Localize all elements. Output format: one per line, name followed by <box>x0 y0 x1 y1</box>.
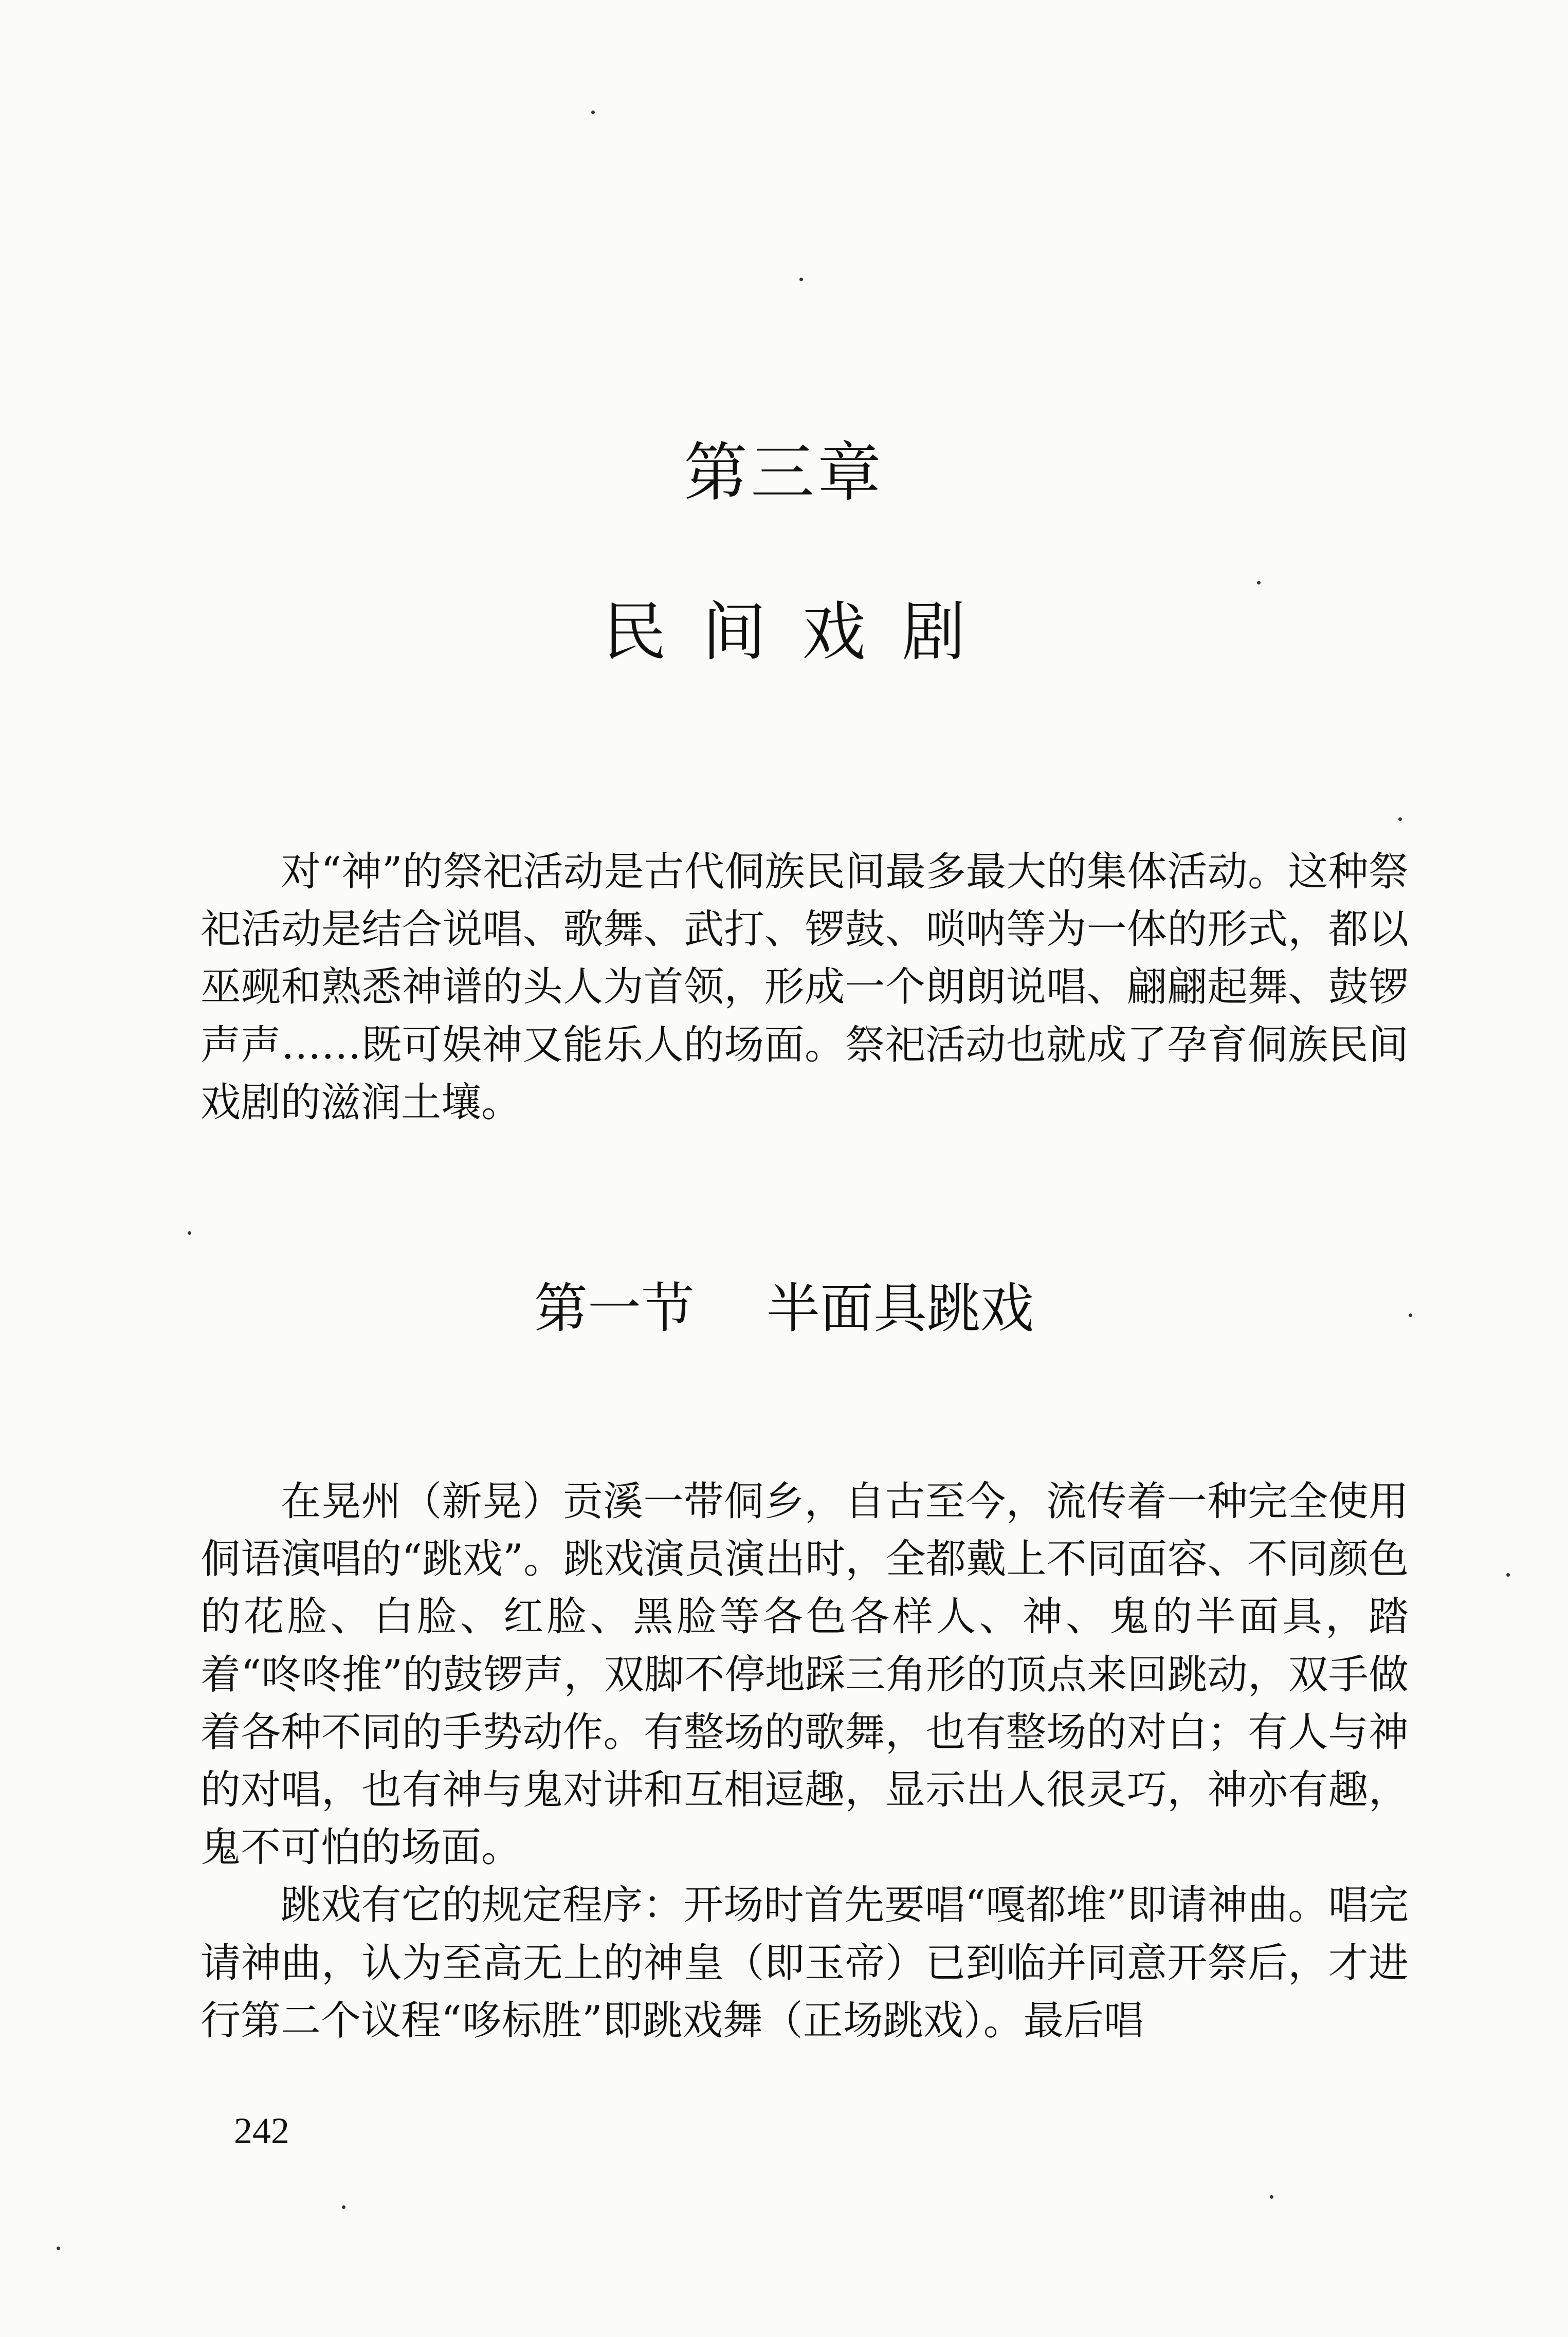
page-number: 242 <box>234 2110 289 2151</box>
section-paragraph: 在晃州（新晃）贡溪一带侗乡，自古至今，流传着一种完全使用侗语演唱的“跳戏”。跳戏演员演出时，全都戴上不同面容、不同颜色的花脸、白脸、红脸、黑脸等各色各样人、神、鬼的半面具，踏着“咚咚推”的鼓锣声，双脚不停地踩三角形的顶点来回跳动，双手做着各种不同的手势动作。有整场的歌舞，也有整场的对白；有人与神的对唱，也有神与鬼对讲和互相逗趣，显示出人很灵巧，神亦有趣，鬼不可怕的场面。 <box>200 1478 1409 1871</box>
section-number: 第一节 <box>534 1277 695 1340</box>
section-title: 半面具跳戏 <box>767 1277 1034 1340</box>
scan-speck <box>1257 581 1261 585</box>
intro-paragraph: 对“神”的祭祀活动是古代侗族民间最多最大的集体活动。这种祭祀活动是结合说唱、歌舞、武打、锣鼓、唢呐等为一体的形式，都以巫觋和熟悉神谱的头人为首领，形成一个朗朗说唱、翩翩起舞、鼓锣声声……既可娱神又能乐人的场面。祭祀活动也就成了孕育侗族民间戏剧的滋润土壤。 <box>200 849 1409 1126</box>
section-body <box>200 1473 1409 2050</box>
section-heading <box>0 1275 1568 1342</box>
scan-speck <box>1398 817 1402 821</box>
scan-speck <box>188 1231 191 1235</box>
chapter-number: 第三章 <box>683 436 884 510</box>
scan-speck <box>1270 2195 1273 2199</box>
chapter-title: 民间戏剧 <box>602 595 1001 669</box>
scan-speck <box>57 2247 60 2250</box>
scan-speck <box>591 111 595 114</box>
scan-speck <box>1506 1573 1510 1577</box>
section-paragraph: 跳戏有它的规定程序：开场时首先要唱“嘎都堆”即请神曲。唱完请神曲，认为至高无上的神皇（即玉帝）已到临并同意开祭后，才进行第二个议程“哆标胜”即跳戏舞（正场跳戏）。最后唱 <box>200 1882 1409 2044</box>
scan-speck <box>799 278 803 281</box>
scan-speck <box>342 2205 345 2209</box>
intro-text <box>200 843 1409 1131</box>
